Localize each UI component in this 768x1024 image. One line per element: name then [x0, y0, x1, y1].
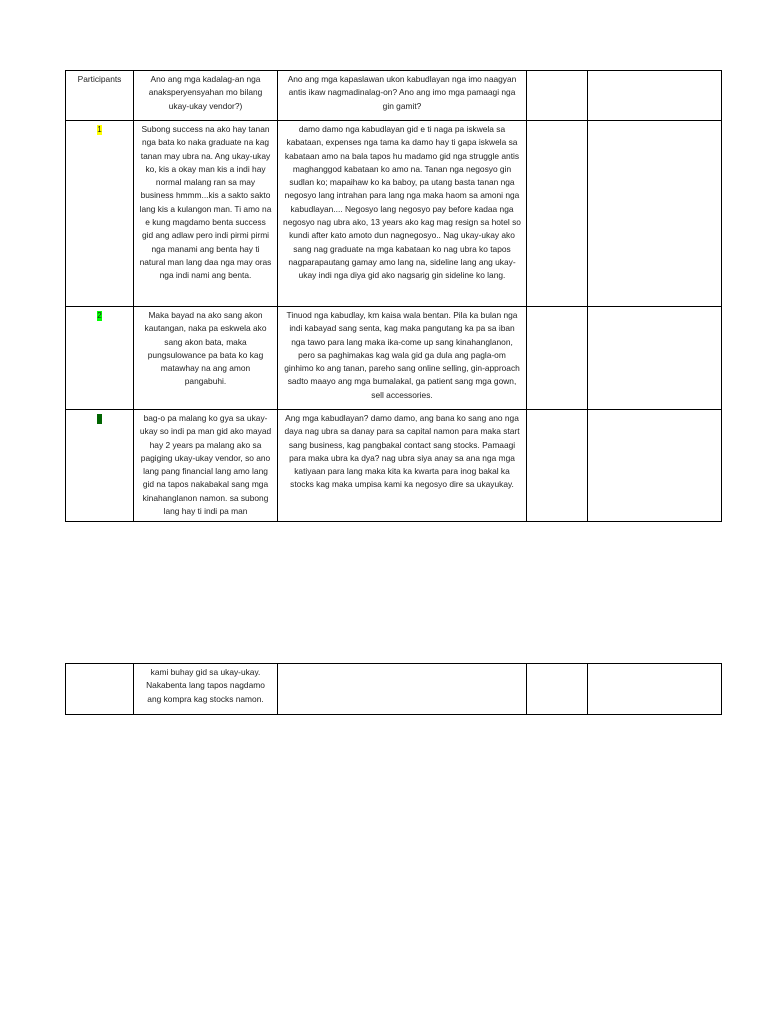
header-participants: Participants: [66, 71, 134, 121]
challenges-cell: Tinuod nga kabudlay, km kaisa wala bentan. Pila ka bulan nga indi kabayad sang senta, kag maka pangutang ka pa sa iban nga tawo para lang maka ika-come up sang kinahanglanon, pero sa paghimakas kag wala gid ga dula ang pagla-om ginhimo ko ang tanan, pareho sang online selling, gin-approach sadto maayo ang mga bumalakal, ga patient sang mga gown, sell accessories.: [278, 307, 527, 410]
participant-number: 2: [97, 311, 102, 320]
interview-table: [65, 70, 722, 522]
empty-cell: [588, 664, 722, 715]
empty-cell: [527, 664, 588, 715]
table-row: [66, 121, 722, 307]
interview-table-continuation: [65, 663, 722, 715]
success-cell: bag-o pa malang ko gya sa ukay-ukay so indi pa man gid ako mayad hay 2 years pa malang ako sa pagiging ukay-ukay vendor, so ano lang pang financial lang amo lang gid na tapos nakabakal sang mga kinahanglanon namon. sa subong lang hay ti indi pa man: [134, 410, 278, 522]
empty-cell: [588, 121, 722, 307]
empty-cell: [527, 121, 588, 307]
table-row: [66, 307, 722, 410]
participant-number: 3: [97, 414, 102, 423]
success-cell: Maka bayad na ako sang akon kautangan, naka pa eskwela ako sang akon bata, maka pungsulowance pa bata ko kag matawhay na ang amon pangabuhi.: [134, 307, 278, 410]
empty-cell: [527, 307, 588, 410]
table-row: [66, 410, 722, 522]
participant-cell: [66, 307, 134, 410]
challenges-cell: [278, 664, 527, 715]
empty-cell: [588, 410, 722, 522]
success-cell: Subong success na ako hay tanan nga bata ko naka graduate na kag tanan may ubra na. Ang ukay-ukay ko, kis a okay man kis a indi hay normal malang ran sa may business hmmm...kis a sakto sakto lang kis a kulangon man. Ti amo na e kung magdamo benta success gid ang adlaw pero indi pirmi pirmi nga manami ang benta hay ti natural man lang daa nga may oras nga indi nami ang benta.: [134, 121, 278, 307]
header-success-question: Ano ang mga kadalag-an nga anaksperyensyahan mo bilang ukay-ukay vendor?): [134, 71, 278, 121]
participant-cell: [66, 121, 134, 307]
table-header-row: [66, 71, 722, 121]
challenges-cell: Ang mga kabudlayan? damo damo, ang bana ko sang ano nga daya nag ubra sa danay para sa capital namon para maka start sang business, kag pangbakal contact sang stocks. Pamaagi para maka ubra ka dya? nag ubra siya anay sa ana nga mga katiyaan para lang maka kita ka kwarta para inog bakal ka stocks kag maka umpisa kami ka negosyo dire sa ukayukay.: [278, 410, 527, 522]
success-cell: kami buhay gid sa ukay-ukay. Nakabenta lang tapos nagdamo ang kompra kag stocks namon.: [134, 664, 278, 715]
header-empty-col-5: [588, 71, 722, 121]
header-empty-col-4: [527, 71, 588, 121]
challenges-cell: damo damo nga kabudlayan gid e ti naga pa iskwela sa kabataan, expenses nga tama ka damo hay ti gapa iskwela sa kabataan amo na bala tapos hu madamo gid nga struggle antis maghanggod kabataan ko amo na. Tanan nga negosyo gin sudlan ko; mapaihaw ko ka baboy, pa utang basta tanan nga negosyo lang intrahan para lang nga maka haom sa amoni nga kabudlayan.... Negosyo lang negosyo pay before kadaa nga negosyo nag ubra ako, 13 years ako kag mag resign sa hotel so kundi after kato amoto dun nagnegosyo.. Nag ukay-ukay ako sang nag graduate na mga kabataan ko nag ubra ko tapos nagparapautang gamay amo lang na, sideline lang ang ukay-ukay indi nga diya gid ako nagsarig gin sideline ko lang.: [278, 121, 527, 307]
header-challenges-question: Ano ang mga kapaslawan ukon kabudlayan nga imo naagyan antis ikaw nagmadinalag-on? Ano ang imo mga pamaagi nga gin gamit?: [278, 71, 527, 121]
empty-cell: [527, 410, 588, 522]
participant-cell: [66, 664, 134, 715]
table-row: [66, 664, 722, 715]
empty-cell: [588, 307, 722, 410]
participant-cell: [66, 410, 134, 522]
participant-number: 1: [97, 125, 102, 134]
